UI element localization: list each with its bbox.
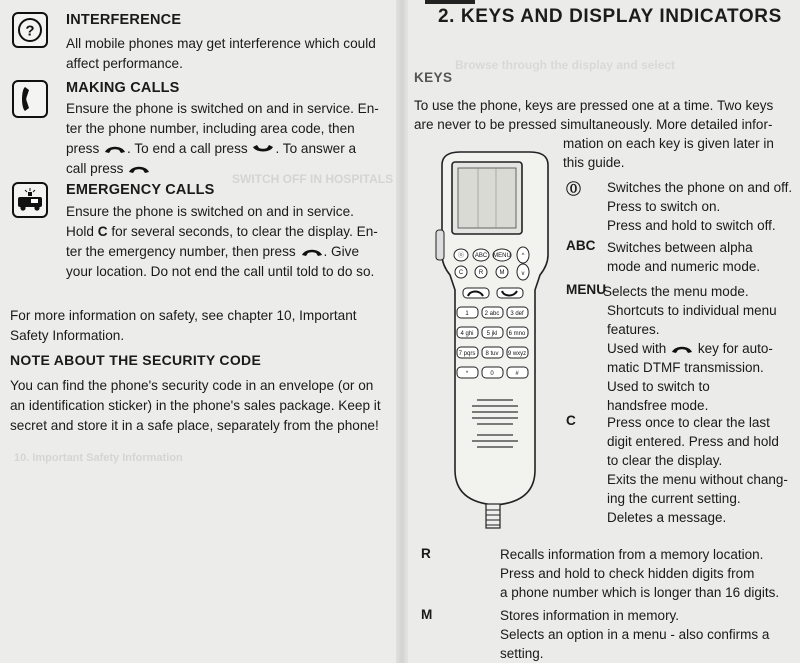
phone-m-key: M [499,270,505,276]
chapter-tab-bar [425,0,475,4]
phone-key-4: 4 ghi [460,331,474,337]
phone-key-6: 6 mno [508,331,526,337]
phone-up-arrow-icon: ^ [521,253,525,259]
keys-intro-line: mation on each key is given later in [563,136,774,151]
menu-key-label: MENU [566,282,607,297]
phone-key-5: 5 jkl [486,331,498,337]
r-key-label: R [421,546,431,561]
keys-intro-line: To use the phone, keys are pressed one at a time. Two keys [414,98,774,113]
phone-cord [486,504,500,528]
power-key-label: ⓪ [566,181,582,198]
bleed-through-text: 10. Important Safety Information [14,452,183,464]
end-key-icon [251,144,275,154]
ambulance-icon [12,182,48,218]
abc-key-description: Switches between alpha mode and numeric mode. [607,240,761,274]
c-key-description: Press once to clear the last digit entered. Press and hold to clear the display. Exits the menu without chang- ing the current setting. Deletes a message. [607,415,788,525]
making-calls-text: Ensure the phone is switched on and in service. En- ter the phone number, including area code, then press . To end a call press . To answer a call press [66,101,379,176]
bleed-through-text: SWITCH OFF IN HOSPITALS [232,172,394,186]
phone-key-0: 0 [490,371,494,377]
phone-key-8: 8 tuv [485,351,499,357]
svg-text:?: ? [25,22,35,40]
security-code-text: You can find the phone's security code in an envelope (or on an identification sticker) in the phone's sales package. Keep it secret and store it in a safe place, separately from the phone! [10,378,381,433]
keys-intro-line: are never to be pressed simultaneously. More detailed infor- [414,117,773,132]
phone-key-7: 7 pqrs [458,351,476,357]
phone-key-1: 1 [465,311,469,317]
phone-down-arrow-icon: v [521,271,525,277]
bleed-through-text: Browse through the display and select [455,58,676,72]
c-key-label: C [566,413,576,428]
phone-key-9: 9 wxyz [507,351,527,357]
send-key-icon [670,344,694,354]
emergency-calls-text: Ensure the phone is switched on and in service. Hold C for several seconds, to clear the display. En- ter the emergency number, then press . Give your location. Do not end the call until told to do so. [66,204,378,279]
phone-c-key: C [458,270,464,276]
keys-heading: KEYS [414,70,453,85]
phone-key-3: 3 def [510,311,524,317]
phone-key-2: 2 abc [484,311,500,317]
security-code-title: NOTE ABOUT THE SECURITY CODE [10,352,262,368]
phone-abc-key: ABC [474,253,488,259]
send-key-icon [300,247,324,257]
handset-icon [12,80,48,118]
m-key-description: Stores information in memory. Selects an option in a menu - also confirms a setting. [500,608,770,661]
phone-r-key: R [478,270,484,276]
phone-menu-key: MENU [493,253,511,259]
phone-handset-illustration [430,150,560,530]
more-info-paragraph: For more information on safety, see chapter 10, Important Safety Information. [10,308,357,343]
menu-key-description: Selects the menu mode. Shortcuts to individual menu features. Used with key for auto- matic DTMF transmission. Used to switch to handsfree mode. [603,284,777,413]
page-gutter [396,0,408,663]
send-key-icon [103,144,127,154]
keys-intro-line: this guide. [563,155,625,170]
interference-text: All mobile phones may get interference which could affect performance. [66,36,376,71]
phone-key-star: * [465,371,469,377]
chapter-title: 2. KEYS AND DISPLAY INDICATORS [438,6,782,27]
interference-title: INTERFERENCE [66,12,182,28]
phone-power-key: ⓪ [457,253,465,259]
emergency-calls-title: EMERGENCY CALLS [66,182,215,198]
phone-key-hash: # [515,371,519,377]
abc-key-label: ABC [566,238,596,253]
m-key-label: M [421,607,433,622]
send-key-icon [127,164,151,174]
power-key-description: Switches the phone on and off. Press to switch on. Press and hold to switch off. [607,180,793,233]
r-key-description: Recalls information from a memory location. Press and hold to check hidden digits from a phone number which is longer than 16 digits. [500,547,780,600]
making-calls-title: MAKING CALLS [66,80,180,96]
question-mark-icon [12,12,48,48]
